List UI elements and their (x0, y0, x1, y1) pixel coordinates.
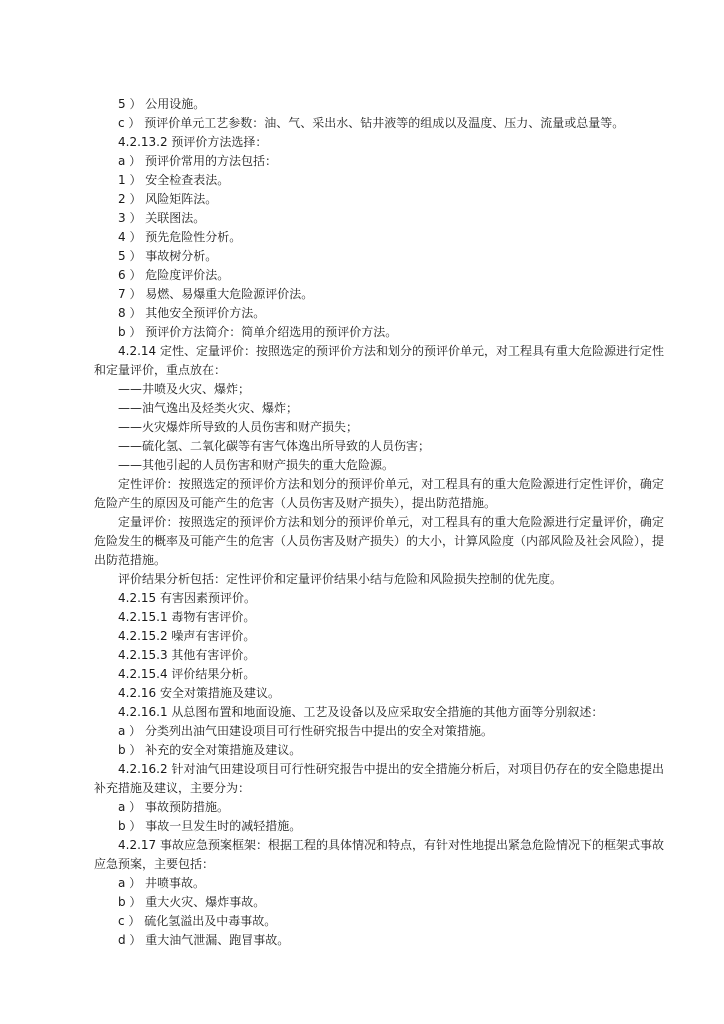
section-paragraph-4-2-14: 4.2.14 定性、定量评价：按照选定的预评价方法和划分的预评价单元，对工程具有重大危险源进行定性和定量评价，重点放在： (94, 344, 664, 377)
list-item-prevention-measures: a ） 事故预防措施。 (118, 800, 229, 814)
section-heading-4-2-15-3: 4.2.15.3 其他有害评价。 (118, 648, 256, 662)
paragraph-qualitative-evaluation: 定性评价：按照选定的预评价方法和划分的预评价单元，对工程具有的重大危险源进行定性评价，确定危险产生的原因及可能产生的危害（人员伤害及财产损失），提出防范措施。 (94, 477, 664, 510)
list-item-public-facilities: 5 ） 公用设施。 (118, 97, 206, 111)
list-item-method-2: 2 ） 风险矩阵法。 (118, 192, 218, 206)
section-heading-4-2-15-2: 4.2.15.2 噪声有害评价。 (118, 629, 256, 643)
list-item-method-5: 5 ） 事故树分析。 (118, 249, 218, 263)
list-item-method-1: 1 ） 安全检查表法。 (118, 173, 230, 187)
list-item-fire-explosion-accident: b ） 重大火灾、爆炸事故。 (118, 895, 266, 909)
list-item-method-7: 7 ） 易燃、易爆重大危险源评价法。 (118, 287, 314, 301)
section-heading-4-2-15-1: 4.2.15.1 毒物有害评价。 (118, 610, 256, 624)
section-heading-4-2-13-2: 4.2.13.2 预评价方法选择： (118, 135, 268, 149)
dash-item-fire-explosion-loss: ——火灾爆炸所导致的人员伤害和财产损失； (118, 420, 359, 434)
list-item-blowout-accident: a ） 井喷事故。 (118, 876, 205, 890)
section-paragraph-4-2-16-1: 4.2.16.1 从总图布置和地面设施、工艺及设备以及应采取安全措施的其他方面等分别叙述： (118, 705, 604, 719)
list-item-method-6: 6 ） 危险度评价法。 (118, 268, 230, 282)
list-item-common-methods: a ） 预评价常用的方法包括： (118, 154, 277, 168)
dash-item-other-hazards: ——其他引起的人员伤害和财产损失的重大危险源。 (118, 458, 395, 472)
dash-item-gas-escape: ——油气逸出及烃类火灾、爆炸； (118, 401, 299, 415)
list-item-listed-measures: a ） 分类列出油气田建设项目可行性研究报告中提出的安全对策措施。 (118, 724, 493, 738)
list-item-leak-accident: d ） 重大油气泄漏、跑冒事故。 (118, 933, 290, 947)
paragraph-quantitative-evaluation: 定量评价：按照选定的预评价方法和划分的预评价单元，对工程具有的重大危险源进行定量评价，确定危险发生的概率及可能产生的危害（人员伤害及财产损失）的大小，计算风险度（内部风险及社会风险），提出防范措施。 (94, 515, 665, 567)
list-item-method-4: 4 ） 预先危险性分析。 (118, 230, 242, 244)
list-item-method-3: 3 ） 关联图法。 (118, 211, 206, 225)
section-heading-4-2-15-4: 4.2.15.4 评价结果分析。 (118, 667, 256, 681)
list-item-method-intro: b ） 预评价方法简介：简单介绍选用的预评价方法。 (118, 325, 398, 339)
section-heading-4-2-15: 4.2.15 有害因素预评价。 (118, 591, 256, 605)
section-paragraph-4-2-16-2: 4.2.16.2 针对油气田建设项目可行性研究报告中提出的安全措施分析后，对项目仍存在的安全隐患提出补充措施及建议，主要分为： (94, 762, 664, 795)
document-body (94, 95, 664, 950)
dash-item-toxic-gas: ——硫化氢、二氧化碳等有害气体逸出所导致的人员伤害； (118, 439, 431, 453)
paragraph-result-analysis: 评价结果分析包括：定性评价和定量评价结果小结与危险和风险损失控制的优先度。 (118, 572, 563, 586)
list-item-method-8: 8 ） 其他安全预评价方法。 (118, 306, 266, 320)
list-item-h2s-accident: c ） 硫化氢溢出及中毒事故。 (118, 914, 277, 928)
list-item-mitigation-measures: b ） 事故一旦发生时的减轻措施。 (118, 819, 302, 833)
list-item-process-parameters: c ） 预评价单元工艺参数：油、气、采出水、钻井液等的组成以及温度、压力、流量或总量等。 (118, 116, 625, 130)
list-item-supplementary-measures: b ） 补充的安全对策措施及建议。 (118, 743, 302, 757)
dash-item-blowout: ——井喷及火灾、爆炸； (118, 382, 251, 396)
section-paragraph-4-2-17: 4.2.17 事故应急预案框架：根据工程的具体情况和特点，有针对性地提出紧急危险情况下的框架式事故应急预案，主要包括： (94, 838, 664, 871)
section-heading-4-2-16: 4.2.16 安全对策措施及建议。 (118, 686, 280, 700)
